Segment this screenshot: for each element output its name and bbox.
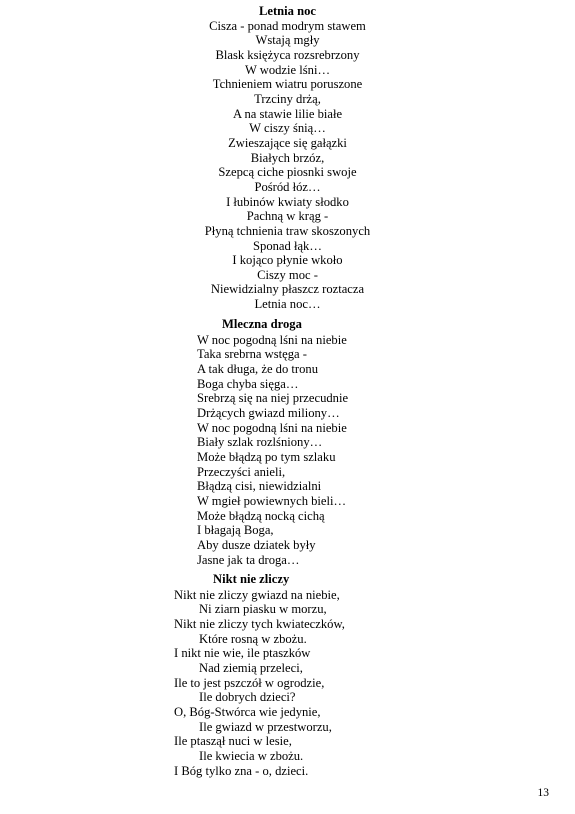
poem-line: O, Bóg-Stwórca wie jedynie, xyxy=(174,704,321,719)
poem-line: Letnia noc… xyxy=(254,297,321,312)
poem-line: Nikt nie zliczy gwiazd na niebie, xyxy=(174,587,340,602)
poem-line: W wodzie lśni… xyxy=(244,62,331,77)
poem-line: I nikt nie wie, ile ptaszków xyxy=(174,646,311,661)
poem-line: I błagają Boga, xyxy=(197,523,274,538)
poem-line: W ciszy śnią… xyxy=(249,121,326,136)
poem-line: Ciszy moc - xyxy=(257,267,318,282)
poem-title: Nikt nie zliczy xyxy=(213,572,290,586)
poem-letnia-noc xyxy=(0,4,575,312)
poem-line: Drżących gwiazd miliony… xyxy=(197,405,340,420)
poem-line: Ile ptaszął nuci w lesie, xyxy=(174,734,292,749)
poem-line: Jasne jak ta droga… xyxy=(197,552,300,567)
poem-line: A na stawie lilie białe xyxy=(232,106,343,121)
poem-line: W noc pogodną lśni na niebie xyxy=(197,420,347,435)
poem-line: I kojąco płynie wkoło xyxy=(232,253,343,268)
poem-line: Ile to jest pszczół w ogrodzie, xyxy=(174,675,325,690)
poem-line: Boga chyba sięga… xyxy=(197,376,299,391)
poem-line: Ile dobrych dzieci? xyxy=(199,690,296,705)
poem-line: Przeczyści anieli, xyxy=(197,464,286,479)
poem-line: Błądzą cisi, niewidzialni xyxy=(197,479,322,494)
poem-line: Niewidzialny płaszcz roztacza xyxy=(210,282,365,297)
poem-line: Ni ziarn piasku w morzu, xyxy=(199,602,327,617)
poem-line: Zwieszające się gałązki xyxy=(228,135,347,150)
poem-line: Cisza - ponad modrym stawem xyxy=(209,18,366,33)
poem-line: Szepcą ciche piosnki swoje xyxy=(218,165,357,180)
poem-line: Ile kwiecia w zbożu. xyxy=(199,748,304,763)
poem-title: Mleczna droga xyxy=(222,317,302,331)
poem-line: Wstają mgły xyxy=(255,33,320,48)
poem-line: Może błądzą nocką cichą xyxy=(197,508,325,523)
poem-line: Pachną w krąg - xyxy=(246,209,329,224)
poem-line: Może błądzą po tym szlaku xyxy=(197,449,336,464)
page-number: 13 xyxy=(537,787,549,799)
poem-line: Taka srebrna wstęga - xyxy=(197,347,307,362)
poem-title: Letnia noc xyxy=(258,4,317,18)
poem-line: I łubinów kwiaty słodko xyxy=(226,194,349,209)
poem-line: Srebrzą się na niej przecudnie xyxy=(197,391,349,406)
poem-line: I Bóg tylko zna - o, dzieci. xyxy=(174,763,309,778)
poem-line: Pośród łóz… xyxy=(254,179,321,194)
poem-line: Nikt nie zliczy tych kwiateczków, xyxy=(174,616,345,631)
poem-line: Które rosną w zbożu. xyxy=(199,631,307,646)
poem-line: Płyną tchnienia traw skoszonych xyxy=(204,223,371,238)
poem-line: A tak długa, że do tronu xyxy=(197,361,319,376)
poem-line: Białych brzóz, xyxy=(250,150,325,165)
poem-line: Blask księżyca rozsrebrzony xyxy=(215,47,360,62)
poem-line: Aby dusze dziatek były xyxy=(197,537,316,552)
poem-nikt-nie-zliczy xyxy=(174,572,345,778)
poem-line: Biały szlak rozlśniony… xyxy=(197,435,323,450)
poem-line: Tchnieniem wiatru poruszone xyxy=(212,77,363,92)
poem-line: Nad ziemią przeleci, xyxy=(199,660,303,675)
poem-mleczna-droga xyxy=(197,317,348,567)
poem-line: W mgieł powiewnych bieli… xyxy=(197,493,347,508)
poem-line: W noc pogodną lśni na niebie xyxy=(197,332,347,347)
poem-line: Ile gwiazd w przestworzu, xyxy=(199,719,332,734)
poem-line: Sponad łąk… xyxy=(253,238,322,253)
poem-line: Trzciny drżą, xyxy=(254,91,321,106)
